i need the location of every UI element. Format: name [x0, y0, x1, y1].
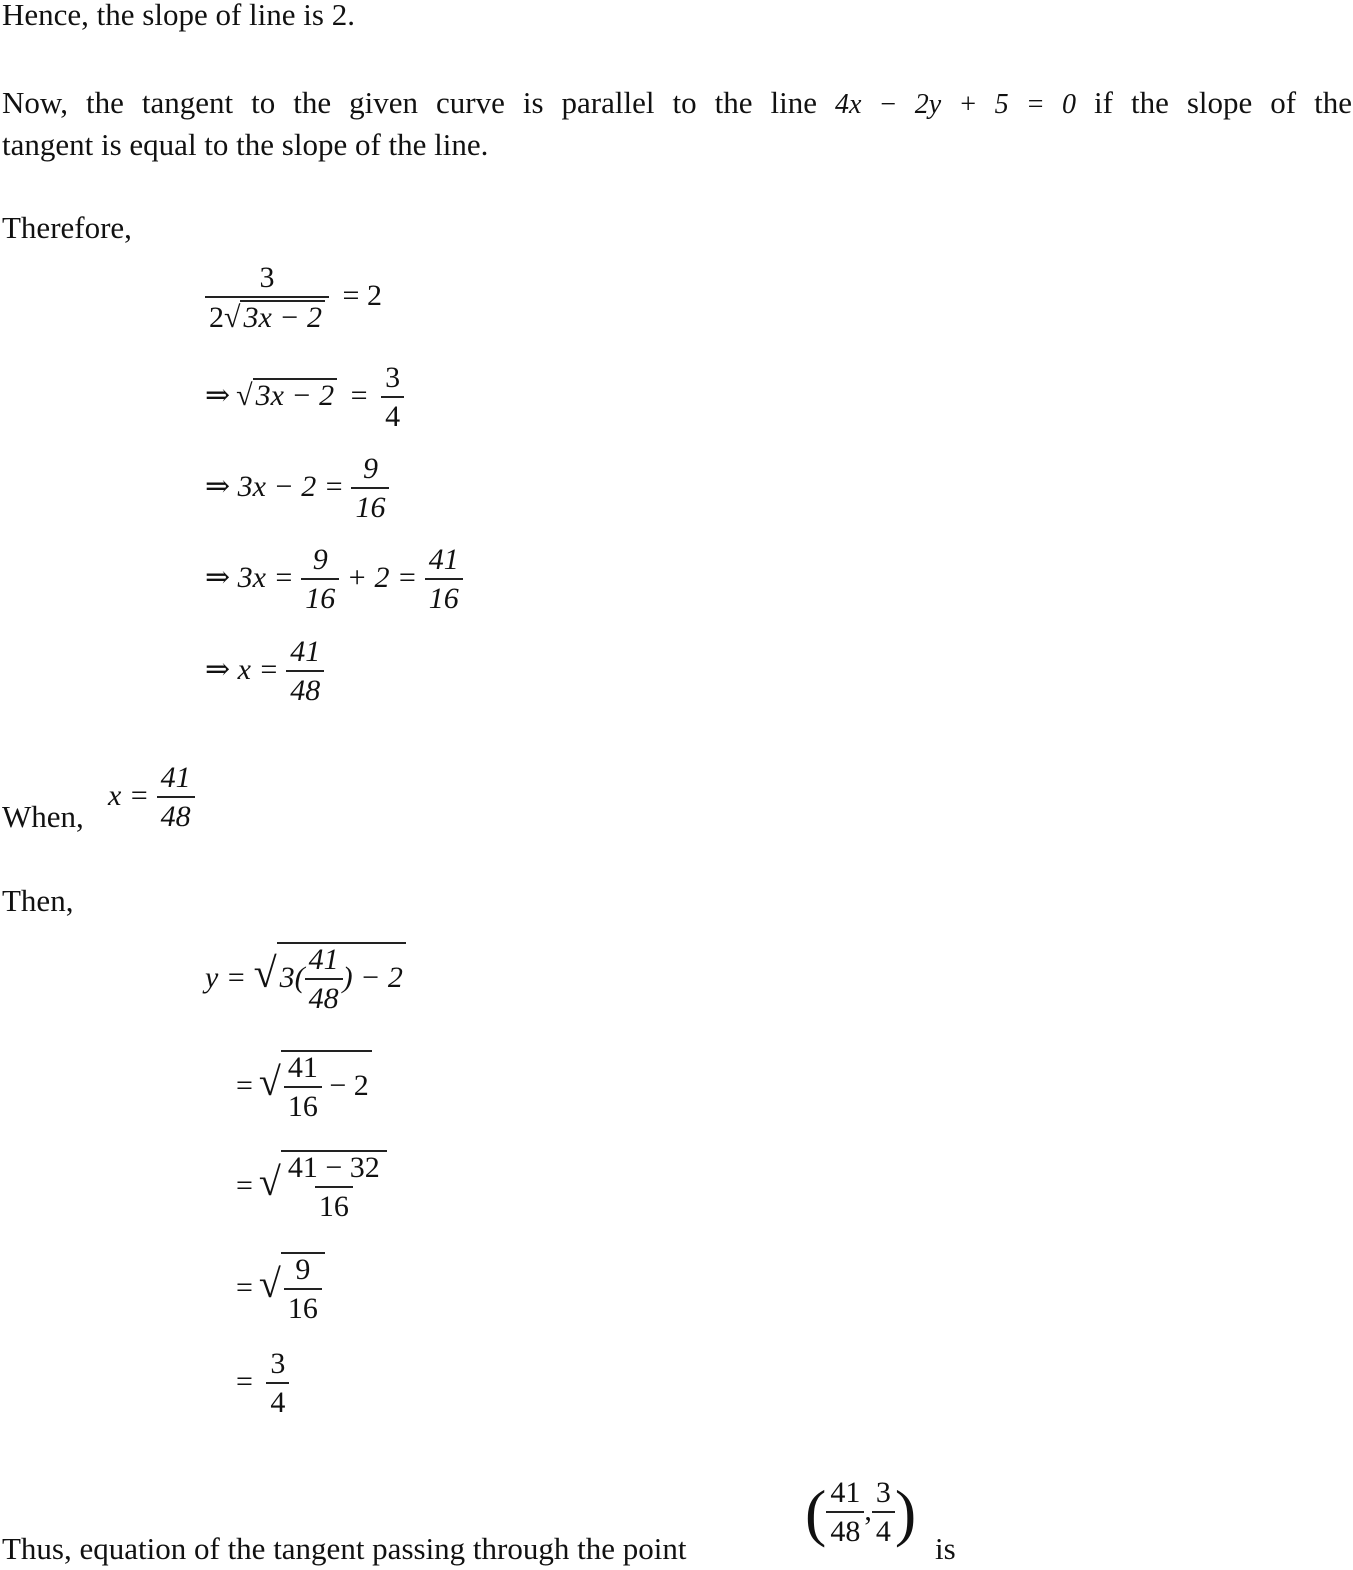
denominator: 16	[315, 1186, 353, 1224]
denominator: 48	[157, 796, 195, 834]
numerator: 3	[259, 261, 275, 294]
numerator: 41	[290, 635, 321, 668]
equation-5	[205, 636, 324, 708]
radicand	[281, 1150, 387, 1224]
middle: + 2 =	[346, 560, 418, 594]
equation-y-2	[230, 1050, 372, 1124]
denominator	[205, 296, 329, 335]
implies-arrow: ⇒	[205, 378, 231, 412]
point-coordinates	[805, 1476, 916, 1550]
text-is: is	[935, 1531, 956, 1566]
fraction	[205, 262, 329, 335]
fraction	[286, 636, 324, 708]
fraction	[284, 1152, 384, 1224]
lhs: y =	[205, 960, 247, 994]
fraction-b	[425, 544, 463, 616]
radical-sign: √	[224, 301, 241, 334]
equals: =	[236, 1068, 253, 1102]
numerator: 41	[308, 943, 339, 976]
denominator: 48	[305, 978, 343, 1016]
denominator: 4	[872, 1511, 895, 1549]
equation-y-4	[230, 1252, 325, 1326]
text-parallel-condition	[2, 82, 1352, 126]
numerator: 9	[312, 543, 328, 576]
numerator: 41	[428, 543, 459, 576]
equals: =	[236, 1168, 253, 1202]
tail: − 2	[329, 1068, 369, 1102]
radicand	[281, 1050, 372, 1124]
lhs: ⇒ 3x − 2 =	[205, 469, 344, 503]
numerator: 41	[287, 1051, 318, 1084]
radicand: 3x − 2	[253, 378, 338, 412]
numerator: 3	[385, 361, 401, 394]
numerator: 41 − 32	[287, 1151, 380, 1184]
denominator: 4	[266, 1382, 289, 1420]
fraction	[284, 1254, 322, 1326]
equation-4	[205, 544, 463, 616]
numerator: 9	[295, 1253, 311, 1286]
denominator: 16	[284, 1288, 322, 1326]
equation-when-x	[108, 762, 195, 834]
equals: =	[350, 378, 368, 412]
equation-y-1	[205, 942, 406, 1016]
denominator: 16	[351, 487, 389, 525]
denominator: 4	[381, 396, 404, 434]
text-therefore: Therefore,	[2, 210, 132, 245]
denominator: 16	[301, 578, 339, 616]
right-paren: )	[894, 1477, 917, 1548]
denominator: 48	[826, 1511, 864, 1549]
text-when: When,	[2, 799, 84, 834]
radicand	[277, 942, 406, 1016]
tail: ) − 2	[342, 960, 403, 994]
fraction	[157, 762, 195, 834]
equals: =	[236, 1364, 253, 1398]
fraction	[381, 362, 404, 434]
text-slope-equal: tangent is equal to the slope of the line.	[2, 127, 489, 162]
coefficient: 2	[209, 301, 224, 334]
fraction	[266, 1348, 289, 1420]
fraction	[305, 944, 343, 1016]
equation-y-3	[230, 1150, 387, 1224]
numerator: 3	[875, 1476, 891, 1509]
fraction-a	[301, 544, 339, 616]
fraction-y	[872, 1477, 895, 1549]
radical-sign: √	[236, 378, 253, 412]
equation-2	[205, 362, 404, 434]
line-equation: 4x − 2y + 5 = 0	[834, 89, 1077, 120]
text-then: Then,	[2, 883, 74, 918]
radicand	[281, 1252, 325, 1326]
text-parallel-a: Now, the tangent to the given curve is parallel to the line	[2, 85, 817, 120]
numerator: 41	[160, 761, 191, 794]
text-parallel-b: if the slope of the	[1094, 85, 1353, 120]
equation-1	[205, 262, 388, 335]
fraction	[284, 1052, 322, 1124]
fraction	[351, 453, 389, 525]
left-paren: (	[805, 1477, 827, 1548]
rhs: = 2	[342, 279, 382, 313]
denominator: 48	[286, 670, 324, 708]
numerator: 41	[830, 1476, 861, 1509]
denominator: 16	[425, 578, 463, 616]
radical-sign: √	[258, 1260, 281, 1306]
lhs: ⇒ x =	[205, 652, 279, 686]
lhs: ⇒ 3x =	[205, 560, 294, 594]
equation-y-5	[230, 1348, 289, 1420]
denominator: 16	[284, 1086, 322, 1124]
fraction-x	[826, 1477, 864, 1549]
radical-sign: √	[258, 1058, 281, 1104]
equation-3	[205, 453, 389, 525]
radical-sign: √	[253, 950, 277, 997]
lhs: x =	[108, 778, 150, 812]
radicand: 3x − 2	[240, 300, 325, 334]
text-slope-line: Hence, the slope of line is 2.	[2, 0, 355, 32]
coefficient: 3(	[279, 960, 305, 994]
numerator: 3	[270, 1347, 286, 1380]
numerator: 9	[362, 452, 378, 485]
comma: ,	[864, 1493, 872, 1527]
equals: =	[236, 1270, 253, 1304]
text-thus: Thus, equation of the tangent passing through the point	[2, 1531, 687, 1566]
radical-sign: √	[258, 1158, 281, 1204]
